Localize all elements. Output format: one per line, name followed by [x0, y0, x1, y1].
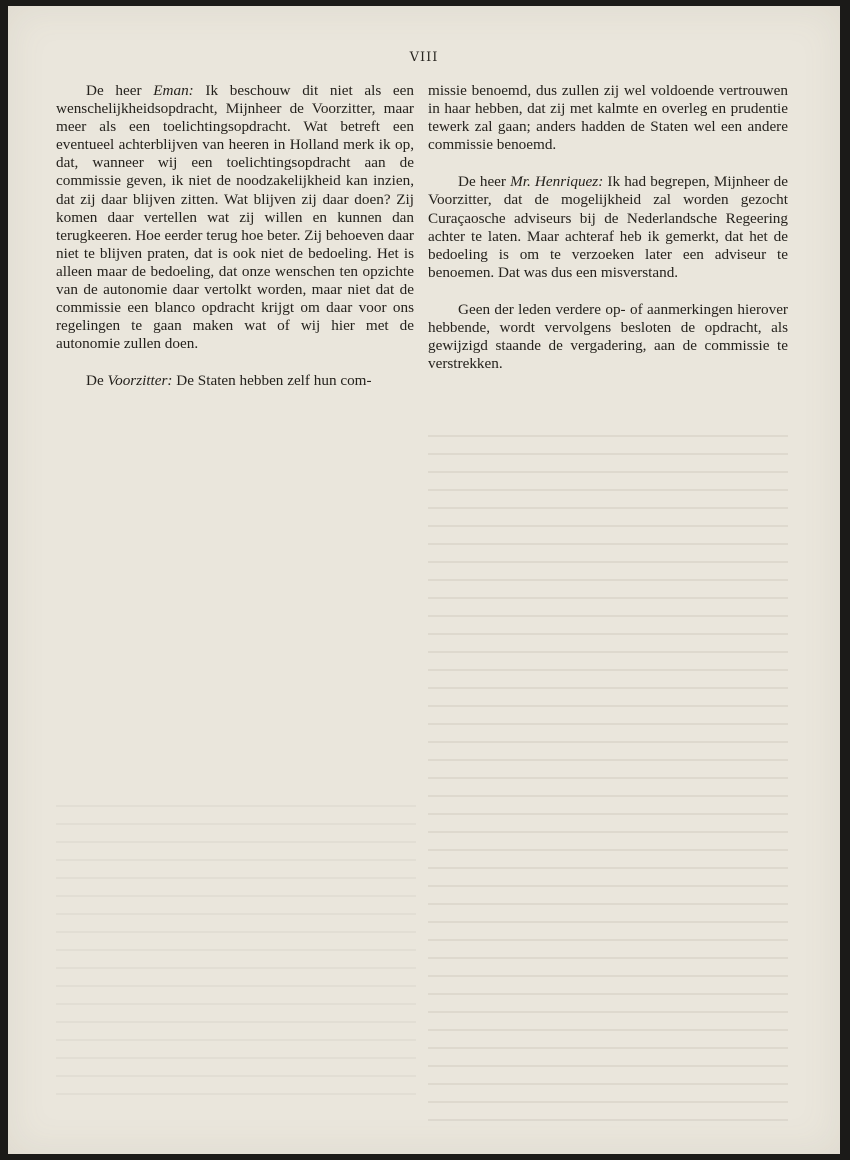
paragraph-text: De Staten hebben zelf hun com-: [172, 372, 372, 390]
paragraph-voorzitter: [56, 372, 414, 390]
speaker-prefix: De heer: [458, 173, 511, 191]
paragraph-eman: [56, 82, 414, 353]
show-through-text: [428, 426, 788, 1126]
speaker-prefix: De: [86, 372, 108, 390]
paragraph-continuation: [428, 82, 788, 154]
paragraph-text: missie benoemd, dus zullen zij wel voldoende vertrouwen in haar hebben, dat zij met kalmte en overleg en prudentie tewerk zal gaan; anders hadden de Staten wel een andere commissie benoemd.: [428, 82, 788, 154]
paragraph-text: Ik beschouw dit niet als een wenschelijkheidsopdracht, Mijnheer de Voorzitter, maar meer als een toelichtingsopdracht. Wat betreft een eventueel achterblijven van heeren in Holland merk ik op, dat, wanneer wij een toelichtingsopdracht aan de commissie geven, ik niet de noodzakelijkheid kan inzien, dat zij daar blijven zitten. Wat blijven zij daar doen? Zij komen daar vertellen wat zij willen en kunnen dan terugkeeren. Hoe eerder terug hoe beter. Zij behoeven daar niet te blijven praten, dat is ook niet de bedoeling. Het is alleen maar de bedoeling, dat onze wenschen ten opzichte van de autonomie daar vertolkt worden, maar niet dat de commissie een blanco opdracht krijgt om daar voor ons regelingen te gaan maken wat of wij hier met de autonomie zullen doen.: [56, 82, 415, 353]
speaker-name: Voorzitter:: [107, 372, 173, 390]
speaker-name: Eman:: [153, 82, 194, 99]
speaker-name: Mr. Henriquez:: [510, 173, 604, 191]
right-column: [428, 82, 788, 392]
show-through-text: [56, 796, 416, 1096]
paragraph-text: Ik had begrepen, Mijnheer de Voorzitter, dat de mogelijkheid zal worden gezocht Curaçaosche adviseurs bij de Nederlandsche Regeering achter te laten. Maar achteraf heb ik gemerkt, dat het de bedoeling is om te verzoeken later een adviseur te benoemen. Dat was dus een misverstand.: [428, 173, 788, 281]
document-page: [8, 6, 840, 1154]
paragraph-henriquez: [428, 173, 788, 282]
paragraph-resolution: [428, 301, 788, 373]
left-column: [56, 82, 414, 410]
paragraph-text: Geen der leden verdere op- of aanmerkingen hierover hebbende, wordt vervolgens besloten de opdracht, als gewijzigd staande de vergadering, aan de commissie te verstrekken.: [428, 300, 788, 373]
speaker-prefix: De heer: [86, 82, 154, 99]
page-number: VIII: [409, 50, 439, 65]
